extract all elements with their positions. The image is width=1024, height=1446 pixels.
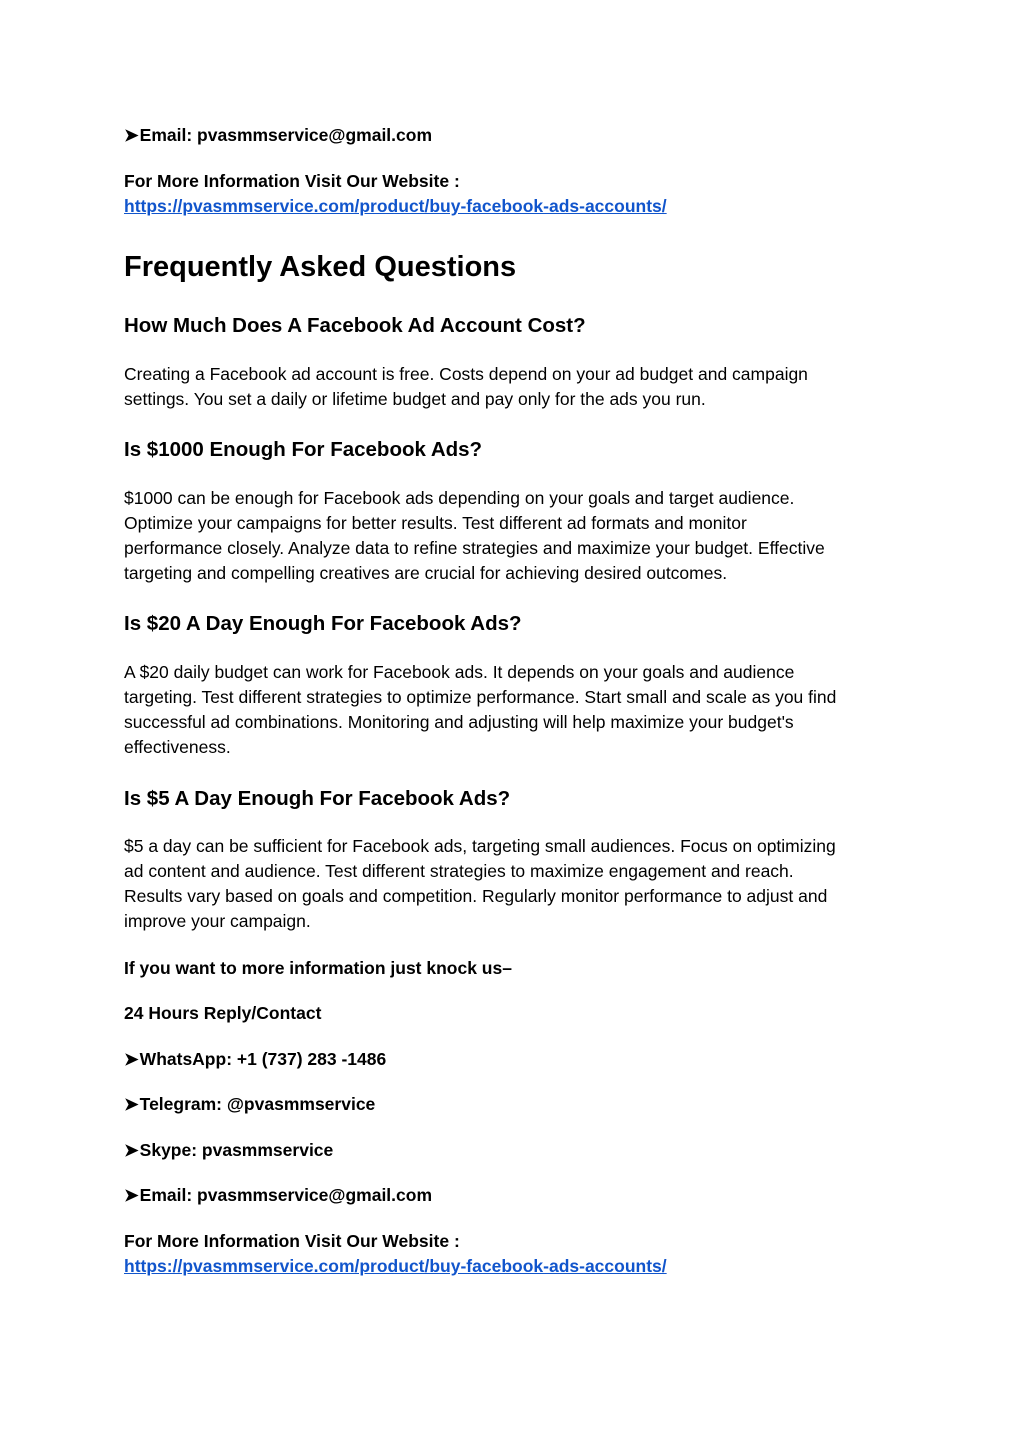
telegram-line [124,1093,375,1115]
faq-question-3: Is $20 A Day Enough For Facebook Ads? [124,612,522,635]
answer-line: $1000 can be enough for Facebook ads depending on your goals and target audience. [124,488,795,508]
answer-line: successful ad combinations. Monitoring and adjusting will help maximize your budget's [124,712,794,732]
arrow-bullet-icon: ➤ [124,1094,139,1114]
top-visit-label: For More Information Visit Our Website : [124,171,460,191]
top-website-link[interactable]: https://pvasmmservice.com/product/buy-facebook-ads-accounts/ [124,196,667,216]
answer-line: Optimize your campaigns for better results. Test different ad formats and monitor [124,513,747,533]
faq-answer-1 [124,362,904,412]
faq-question-2: Is $1000 Enough For Facebook Ads? [124,438,483,461]
answer-line: Results vary based on goals and competition. Regularly monitor performance to adjust and [124,886,828,906]
faq-question-1: How Much Does A Facebook Ad Account Cost? [124,314,586,337]
skype-text: Skype: pvasmmservice [139,1140,334,1160]
arrow-bullet-icon: ➤ [124,1140,139,1160]
arrow-bullet-icon: ➤ [124,1049,139,1069]
answer-line: Creating a Facebook ad account is free. Costs depend on your ad budget and campaign [124,364,808,384]
answer-line: A $20 daily budget can work for Facebook ads. It depends on your goals and audience [124,662,795,682]
answer-line: improve your campaign. [124,911,311,931]
bottom-website-link[interactable]: https://pvasmmservice.com/product/buy-facebook-ads-accounts/ [124,1256,667,1276]
top-email-line [124,124,432,146]
reply-hours-text: 24 Hours Reply/Contact [124,1003,322,1023]
skype-line [124,1139,333,1161]
answer-line: $5 a day can be sufficient for Facebook ads, targeting small audiences. Focus on optimizing [124,836,836,856]
bottom-email-text: Email: pvasmmservice@gmail.com [139,1185,433,1205]
arrow-bullet-icon: ➤ [124,125,139,145]
answer-line: targeting. Test different strategies to optimize performance. Start small and scale as you find [124,687,837,707]
top-email-text: Email: pvasmmservice@gmail.com [139,125,433,145]
faq-answer-3 [124,660,904,760]
whatsapp-line [124,1048,386,1070]
answer-line: settings. You set a daily or lifetime budget and pay only for the ads you run. [124,389,706,409]
faq-title: Frequently Asked Questions [124,251,517,283]
bottom-email-line [124,1184,432,1206]
arrow-bullet-icon: ➤ [124,1185,139,1205]
faq-question-4: Is $5 A Day Enough For Facebook Ads? [124,787,511,810]
answer-line: performance closely. Analyze data to refine strategies and maximize your budget. Effective [124,538,825,558]
telegram-text: Telegram: @pvasmmservice [139,1094,376,1114]
bottom-visit-label: For More Information Visit Our Website : [124,1231,460,1251]
answer-line: ad content and audience. Test different strategies to maximize engagement and reach. [124,861,794,881]
faq-answer-2 [124,486,904,586]
answer-line: targeting and compelling creatives are crucial for achieving desired outcomes. [124,563,728,583]
answer-line: effectiveness. [124,737,231,757]
faq-answer-4 [124,834,904,934]
knock-us-text: If you want to more information just knock us– [124,958,512,978]
whatsapp-text: WhatsApp: +1 (737) 283 -1486 [139,1049,387,1069]
